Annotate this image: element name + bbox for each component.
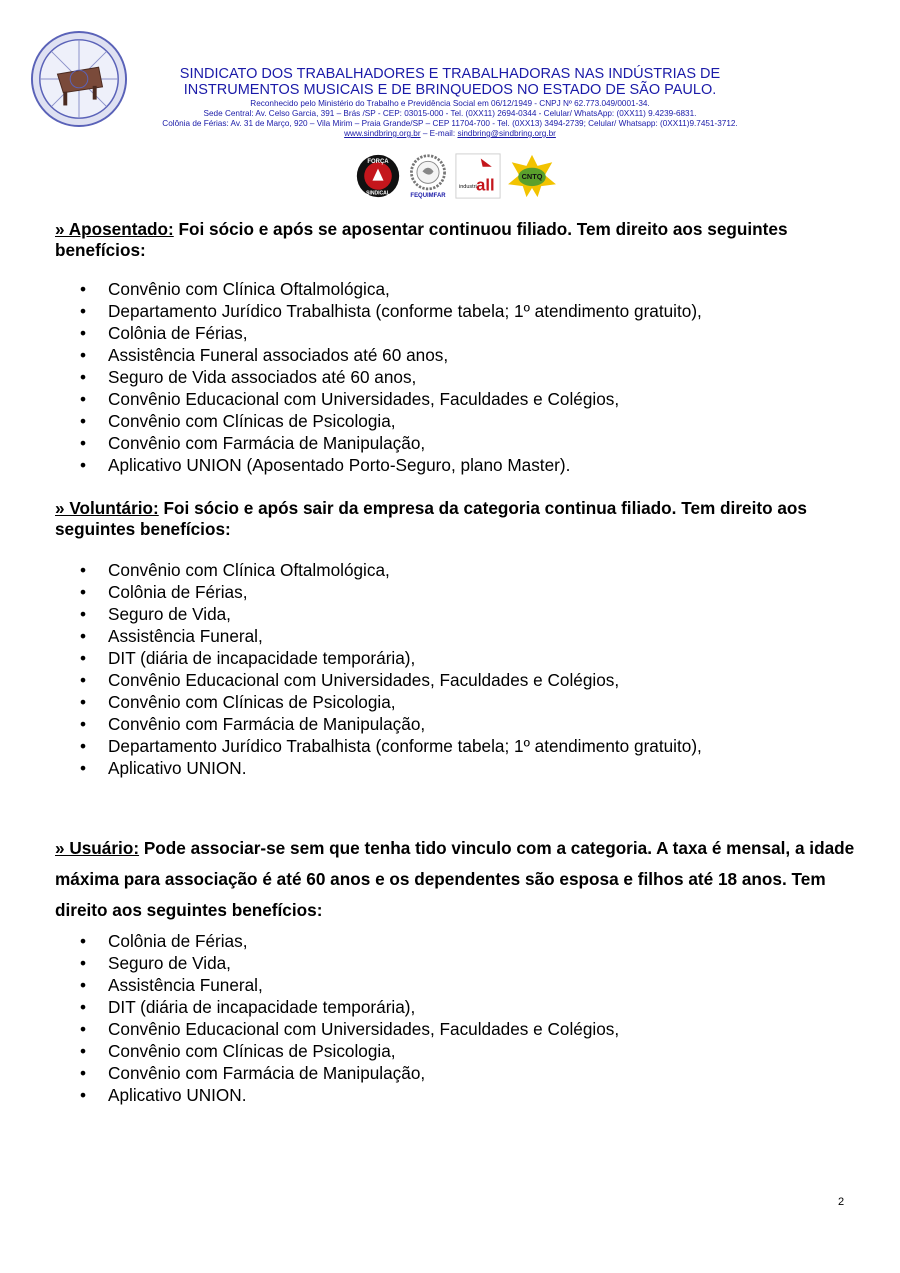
list-item: • Aplicativo UNION (Aposentado Porto-Seguro, plano Master). bbox=[55, 454, 855, 476]
benefits-list bbox=[55, 278, 855, 476]
website-link[interactable]: www.sindbring.org.br bbox=[344, 129, 421, 138]
organization-name-line1: SINDICATO DOS TRABALHADORES E TRABALHADORAS NAS INDÚSTRIAS DE bbox=[179, 66, 721, 82]
fequimfar-logo bbox=[405, 153, 451, 199]
list-item: • DIT (diária de incapacidade temporária), bbox=[55, 647, 855, 669]
letterhead bbox=[0, 0, 900, 210]
page-number: 2 bbox=[838, 1196, 845, 1208]
list-item: • Seguro de Vida associados até 60 anos, bbox=[55, 366, 855, 388]
section-heading bbox=[55, 219, 855, 261]
section-tag: » Aposentado: bbox=[55, 219, 174, 239]
section-usuario bbox=[55, 833, 855, 1106]
forca-sindical-logo bbox=[355, 153, 401, 199]
list-item: • Aplicativo UNION. bbox=[55, 757, 855, 779]
list-item: • Seguro de Vida, bbox=[55, 952, 855, 974]
list-item: • Colônia de Férias, bbox=[55, 322, 855, 344]
section-voluntario bbox=[55, 498, 855, 779]
benefits-content bbox=[55, 219, 855, 1106]
list-item: • Convênio com Farmácia de Manipulação, bbox=[55, 432, 855, 454]
list-item: • Departamento Jurídico Trabalhista (conforme tabela; 1º atendimento gratuito), bbox=[55, 735, 855, 757]
list-item: • Convênio Educacional com Universidades, Faculdades e Colégios, bbox=[55, 669, 855, 691]
section-tag: » Voluntário: bbox=[55, 498, 159, 518]
organization-details bbox=[100, 99, 800, 139]
industriall-word: industri bbox=[458, 183, 477, 190]
affiliation-badges bbox=[355, 150, 559, 202]
section-heading-text: Pode associar-se sem que tenha tido vinculo com a categoria. A taxa é mensal, a idade máxima para associação é até 60 anos e os dependentes são esposa e filhos até 18 anos. Tem direito aos seguintes benefícios: bbox=[55, 838, 855, 920]
email-label: – E-mail: bbox=[420, 129, 458, 138]
fequimfar-text: FEQUIMFAR bbox=[410, 193, 446, 199]
email-link[interactable]: sindbring@sindbring.org.br bbox=[457, 129, 556, 138]
benefits-list bbox=[55, 930, 855, 1106]
holiday-colony-line: Colônia de Férias: Av. 31 de Março, 920 – Vila Mirim – Praia Grande/SP – CEP 11704-700 - Tel. (0XX13) 3494-2739; Celular/ Whatsapp: (0XX11)9.7451-3712. bbox=[162, 119, 738, 128]
section-heading-text: Foi sócio e após sair da empresa da categoria continua filiado. Tem direito aos seguintes benefícios: bbox=[55, 498, 807, 539]
organization-name bbox=[140, 66, 760, 98]
list-item: • Colônia de Férias, bbox=[55, 930, 855, 952]
organization-name-line2: INSTRUMENTOS MUSICAIS E DE BRINQUEDOS NO ESTADO DE SÃO PAULO. bbox=[183, 82, 717, 98]
list-item: • Convênio com Clínicas de Psicologia, bbox=[55, 410, 855, 432]
industriall-all: all bbox=[476, 175, 495, 195]
list-item: • Convênio Educacional com Universidades, Faculdades e Colégios, bbox=[55, 388, 855, 410]
list-item: • Aplicativo UNION. bbox=[55, 1084, 855, 1106]
list-item: • Assistência Funeral associados até 60 anos, bbox=[55, 344, 855, 366]
section-heading bbox=[55, 833, 855, 926]
list-item: • Convênio Educacional com Universidades, Faculdades e Colégios, bbox=[55, 1018, 855, 1040]
list-item: • Assistência Funeral, bbox=[55, 625, 855, 647]
list-item: • Seguro de Vida, bbox=[55, 603, 855, 625]
contact-line bbox=[100, 129, 800, 139]
list-item: • Convênio com Clínicas de Psicologia, bbox=[55, 691, 855, 713]
cntq-text: CNTQ bbox=[521, 171, 543, 181]
list-item: • Assistência Funeral, bbox=[55, 974, 855, 996]
section-heading-text: Foi sócio e após se aposentar continuou filiado. Tem direito aos seguintes benefícios: bbox=[55, 219, 788, 260]
list-item: • Convênio com Clínicas de Psicologia, bbox=[55, 1040, 855, 1062]
head-office-line: Sede Central: Av. Celso Garcia, 391 – Brás /SP - CEP: 03015-000 - Tel. (0XX11) 2694-0344 - Celular/ WhatsApp: (0XX11) 9.4239-6831. bbox=[203, 109, 697, 118]
section-aposentado bbox=[55, 219, 855, 476]
sindical-text: SINDICAL bbox=[366, 190, 390, 197]
list-item: • DIT (diária de incapacidade temporária), bbox=[55, 996, 855, 1018]
section-tag: » Usuário: bbox=[55, 838, 140, 858]
recognition-line: Reconhecido pelo Ministério do Trabalho e Previdência Social em 06/12/1949 - CNPJ Nº 62.773.049/0001-34. bbox=[250, 99, 650, 108]
section-heading bbox=[55, 498, 855, 540]
industriall-logo bbox=[455, 153, 501, 199]
forca-text: FORÇA bbox=[367, 159, 389, 166]
benefits-list bbox=[55, 559, 855, 779]
list-item: • Convênio com Clínica Oftalmológica, bbox=[55, 559, 855, 581]
list-item: • Convênio com Farmácia de Manipulação, bbox=[55, 713, 855, 735]
list-item: • Convênio com Farmácia de Manipulação, bbox=[55, 1062, 855, 1084]
list-item: • Colônia de Férias, bbox=[55, 581, 855, 603]
list-item: • Convênio com Clínica Oftalmológica, bbox=[55, 278, 855, 300]
cntq-logo bbox=[505, 153, 559, 199]
list-item: • Departamento Jurídico Trabalhista (conforme tabela; 1º atendimento gratuito), bbox=[55, 300, 855, 322]
